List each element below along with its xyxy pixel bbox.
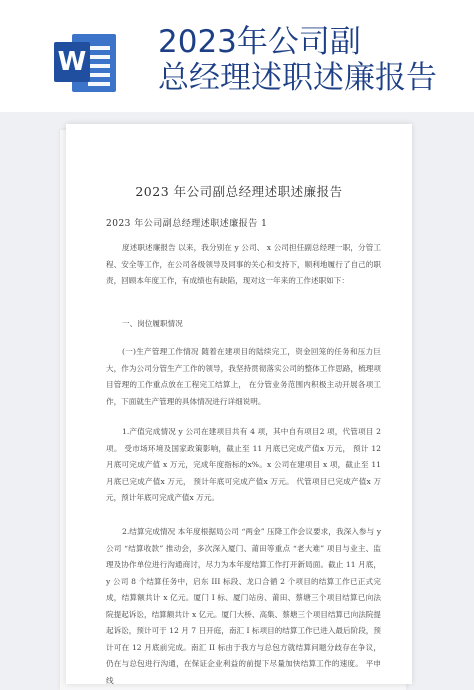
paragraph-production: (一)生产管理工作情况 随着在建项目的陆续完工，资金回笼的任务和压力巨大，作为公司分管生产工作的领导，我坚持贯彻落实公司的整体工作思路，梳理项目管理的工作重点放在工程完工结算上， 在分管业务范围内积极主动开展各项工作，下面就生产管理的具体情况进行详细说明。 [106, 347, 381, 406]
paragraph-output: 1.产值完成情况 y 公司在建项目共有 4 项，其中自有项目2 项，代管项目 2 项。 受市场环境及国家政策影响，截止至 11 月底已完成产值x 万元， 预计 12 月底可完成产值 x 万元，完成年度指标的x%。x 公司在建项目 x 项，截止至 11 月底已完成产值x 万元， 预计年底可完成产值x 万元。 代管项目已完成产值x 万元，预计年底可完成产值x 万元。 [106, 427, 381, 502]
banner-title [158, 24, 458, 96]
word-icon-badge: W [54, 42, 90, 82]
paragraph-intro: 度述职述廉报告 以来，我分别在 y 公司、 x 公司担任副总经理一职，分管工程、安全等工作，在公司各级领导及同事的关心和支持下，顺利地履行了自己的职责，回顾本年度工作，有成绩也有缺陷，现对这一年来的工作述职如下： [106, 243, 381, 285]
word-icon-lines [88, 46, 110, 91]
section-heading: 一、岗位履职情况 [122, 319, 183, 328]
document-title: 2023 年公司副总经理述职述廉报告 [135, 184, 343, 199]
paragraph-settlement: 2.结算完成情况 本年度根据局公司 “两金” 压降工作会议要求，我深入参与 y 公司 “结算收款” 推动会，多次深入厦门、莆田等重点 “老大难” 项目与业主、监理及协作单位进行沟通商讨，尽力为本年度结算工作打开新局面。截止 11 月底，y 公司 8 个结算任务中，启东 III 标段、龙口合循 2 个项目的结算工作已正式完成，结算额共计 x 亿元。厦门 I 标、厦门站房、莆田、蔡塘三个项目结算已向法院提起诉讼，结算额共计 x 亿元。厦门大桥、高集、蔡塘三个项目结算已向法院提起诉讼，预计可于 12 月 7 日开庭，南汇 I 标项目的结算工作已进入最后阶段，预计可在 12 月底前完成。南汇 II 标由于我方与总包方就结算问题分歧存在争议，仍在与总包进行沟通，在保证企业利益的前提下尽量加快结算工作的速度。 平申线 [106, 527, 381, 685]
word-document-icon [54, 30, 116, 96]
banner [0, 0, 474, 112]
banner-title-line-2: 总经理述职述廉报告 [158, 60, 437, 96]
banner-title-line-1: 2023年公司副 [158, 24, 361, 60]
document-subtitle: 2023 年公司副总经理述职述廉报告 1 [106, 219, 268, 229]
document-page [66, 124, 412, 684]
